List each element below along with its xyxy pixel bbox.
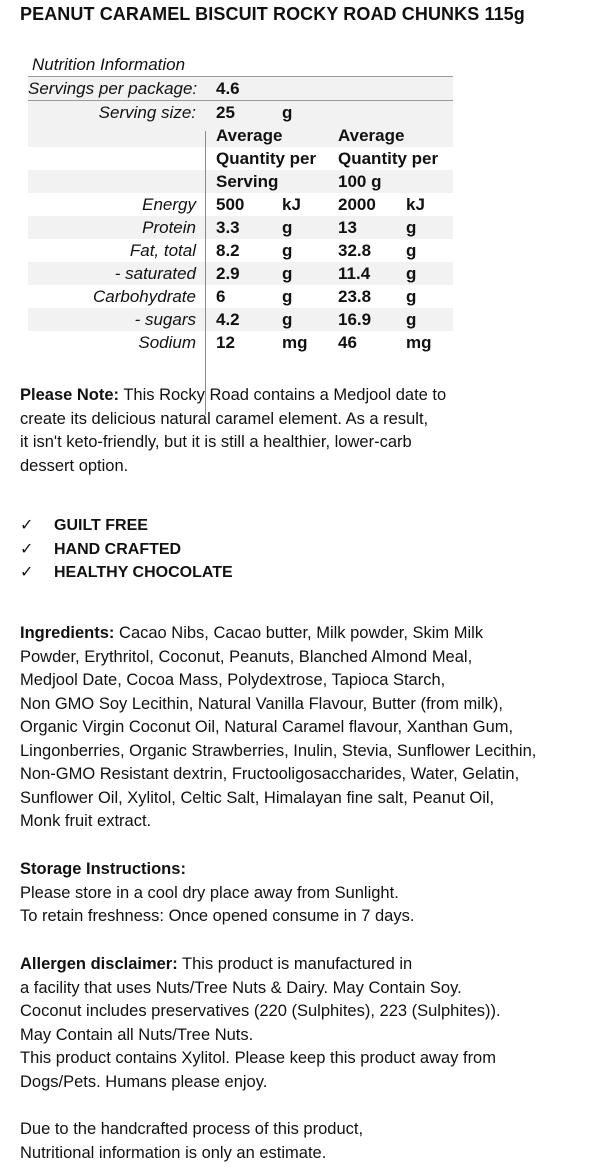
ingredients-line: Medjool Date, Cocoa Mass, Polydextrose, Tapioca Starch,	[20, 671, 446, 689]
product-title: PEANUT CARAMEL BISCUIT ROCKY ROAD CHUNKS 115g	[20, 4, 525, 24]
nutrient-label: - saturated	[114, 264, 196, 283]
allergen-line: Dogs/Pets. Humans please enjoy.	[20, 1072, 268, 1091]
servings-row	[28, 77, 453, 100]
note-line: This Rocky Road contains a Medjool date to	[119, 386, 447, 404]
footnote-line: Due to the handcrafted process of this product,	[20, 1120, 364, 1138]
per-100g-unit: g	[406, 310, 417, 329]
checkmark-icon: ✓	[20, 564, 34, 581]
serving-size-value: 25	[216, 103, 235, 122]
servings-value: 4.6	[216, 79, 240, 98]
check-item-label: GUILT FREE	[54, 517, 148, 534]
allergen-line: This product is manufactured in	[177, 955, 413, 973]
storage-label: Storage Instructions:	[20, 860, 186, 878]
col2-header-line2: Quantity per	[338, 149, 439, 168]
ingredients-line: Organic Virgin Coconut Oil, Natural Caramel flavour, Xanthan Gum,	[20, 718, 514, 736]
check-item	[20, 514, 233, 538]
per-100g-value: 32.8	[338, 241, 372, 260]
nutrient-label: Protein	[142, 218, 196, 237]
ingredients-line: Powder, Erythritol, Coconut, Peanuts, Blanched Almond Meal,	[20, 647, 473, 666]
checkmark-icon: ✓	[20, 540, 34, 558]
ingredients-line: Cacao Nibs, Cacao butter, Milk powder, Skim Milk	[114, 624, 484, 642]
nutrient-row-energy	[28, 193, 453, 216]
per-serving-unit: kJ	[282, 195, 301, 214]
per-100g-value: 46	[338, 333, 357, 352]
nutrition-panel	[28, 54, 453, 354]
serving-size-label: Serving size:	[98, 103, 196, 122]
storage-paragraph	[20, 858, 414, 929]
nutrient-row-fat-total	[28, 239, 453, 262]
ingredients-line: Non-GMO Resistant dextrin, Fructooligosaccharides, Water, Gelatin,	[20, 765, 520, 783]
per-serving-value: 8.2	[216, 241, 240, 260]
per-100g-value: 23.8	[338, 287, 372, 306]
nutrient-label: Fat, total	[129, 241, 196, 260]
per-serving-unit: g	[282, 264, 293, 283]
ingredients-label: Ingredients:	[20, 624, 115, 642]
serving-size-row	[28, 100, 453, 124]
note-line: create its delicious natural caramel element. As a result,	[20, 409, 429, 428]
allergen-line: This product contains Xylitol. Please keep this product away from	[20, 1049, 496, 1067]
per-serving-value: 3.3	[216, 218, 240, 237]
check-item-label: HAND CRAFTED	[54, 540, 182, 558]
please-note-paragraph	[20, 384, 580, 478]
per-serving-unit: mg	[282, 333, 308, 352]
per-100g-unit: g	[406, 287, 417, 306]
col2-header-line3: 100 g	[338, 172, 382, 191]
allergen-line: May Contain all Nuts/Tree Nuts.	[20, 1025, 254, 1044]
per-100g-value: 11.4	[338, 264, 371, 283]
ingredients-line: Monk fruit extract.	[20, 812, 152, 830]
check-item	[20, 538, 233, 562]
per-100g-value: 13	[338, 218, 357, 237]
feature-checklist	[20, 514, 233, 585]
per-100g-value: 2000	[338, 195, 376, 214]
nutrient-row-carbohydrate	[28, 285, 453, 308]
ingredients-line: Lingonberries, Organic Strawberries, Inulin, Stevia, Sunflower Lecithin,	[20, 741, 537, 760]
checkmark-icon: ✓	[20, 517, 34, 534]
per-100g-unit: g	[406, 218, 417, 237]
note-label: Please Note:	[20, 386, 120, 404]
nutrient-label: Energy	[142, 195, 196, 214]
column-header-row-3	[28, 170, 453, 193]
per-serving-value: 12	[216, 333, 235, 352]
nutrition-heading: Nutrition Information	[28, 54, 453, 77]
nutrient-label: Carbohydrate	[92, 287, 196, 306]
ingredients-line: Sunflower Oil, Xylitol, Celtic Salt, Himalayan fine salt, Peanut Oil,	[20, 788, 495, 807]
per-100g-unit: kJ	[406, 195, 425, 214]
per-serving-value: 4.2	[216, 310, 240, 329]
col1-header-line2: Quantity per	[216, 149, 317, 168]
nutrient-row-protein	[28, 216, 453, 239]
servings-label: Servings per package:	[28, 79, 198, 98]
per-100g-value: 16.9	[338, 310, 372, 329]
per-serving-value: 2.9	[216, 264, 240, 283]
allergen-paragraph	[20, 953, 501, 1094]
col1-header-line1: Average	[216, 126, 283, 145]
ingredients-paragraph	[20, 622, 590, 834]
col2-header-line1: Average	[338, 126, 405, 145]
column-divider	[205, 131, 206, 415]
per-serving-value: 6	[216, 287, 226, 306]
estimate-footnote	[20, 1118, 363, 1165]
allergen-line: a facility that uses Nuts/Tree Nuts & Dairy. May Contain Soy.	[20, 978, 462, 997]
nutrient-row-sodium	[28, 331, 453, 354]
nutrient-row-saturated	[28, 262, 453, 285]
check-item	[20, 561, 233, 585]
note-line: it isn't keto-friendly, but it is still a healthier, lower-carb	[20, 433, 412, 451]
per-serving-unit: g	[282, 241, 293, 260]
nutrient-label: Sodium	[138, 333, 196, 352]
allergen-line: Coconut includes preservatives (220 (Sulphites), 223 (Sulphites)).	[20, 1002, 501, 1020]
storage-line: To retain freshness: Once opened consume in 7 days.	[20, 907, 415, 925]
per-100g-unit: g	[406, 264, 417, 283]
nutrient-label: - sugars	[134, 310, 196, 329]
check-item-label: HEALTHY CHOCOLATE	[54, 564, 233, 581]
column-header-row-2	[28, 147, 453, 170]
col1-header-line3: Serving	[216, 172, 279, 191]
per-100g-unit: g	[406, 241, 417, 260]
footnote-line: Nutritional information is only an estimate.	[20, 1143, 327, 1162]
per-serving-value: 500	[216, 195, 245, 214]
per-serving-unit: g	[282, 287, 293, 306]
per-serving-unit: g	[282, 310, 293, 329]
nutrient-row-sugars	[28, 308, 453, 331]
per-100g-unit: mg	[406, 333, 432, 352]
allergen-label: Allergen disclaimer:	[20, 955, 178, 973]
serving-size-unit: g	[282, 103, 293, 122]
per-serving-unit: g	[282, 218, 293, 237]
note-line: dessert option.	[20, 456, 129, 475]
column-header-row-1	[28, 124, 453, 147]
storage-line: Please store in a cool dry place away from Sunlight.	[20, 883, 399, 902]
ingredients-line: Non GMO Soy Lecithin, Natural Vanilla Flavour, Butter (from milk),	[20, 694, 503, 713]
